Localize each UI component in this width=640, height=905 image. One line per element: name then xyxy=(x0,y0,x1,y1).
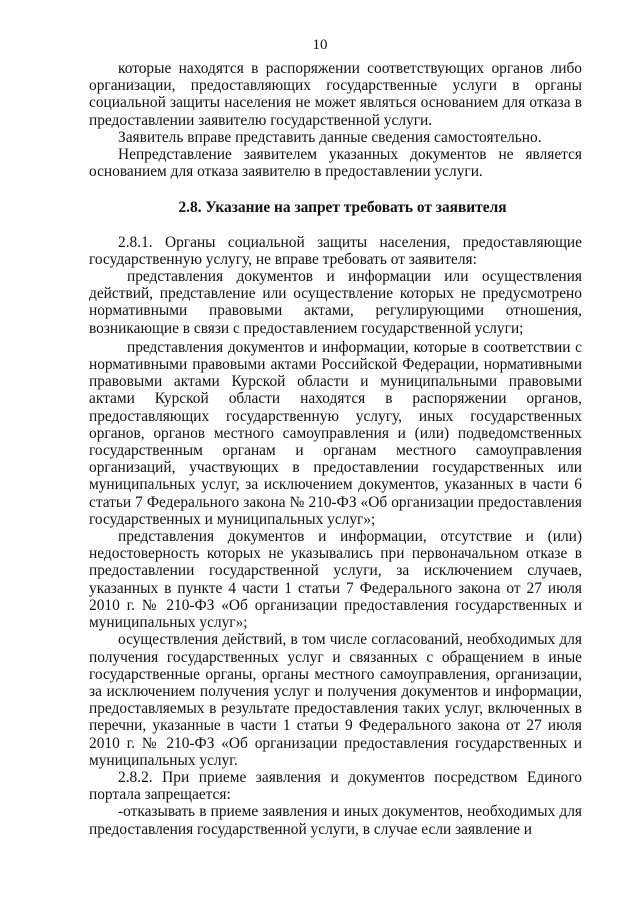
paragraph: представления документов и информации, которые в соответствии с нормативными правовыми актами Российской Федерации, нормативными правовыми актами Курской области и муниципальными правовыми актами Курской области находятся в распоряжении органов, предоставляющих государственную услугу, иных государственных органов, органов местного самоуправления и (или) подведомственных государственным органам и органам местного самоуправления организаций, участвующих в предоставлении государственных или муниципальных услуг, за исключением документов, указанных в части 6 статьи 7 Федерального закона № 210-ФЗ «Об организации предоставления государственных и муниципальных услуг»; xyxy=(89,338,582,528)
paragraph: представления документов и информации или осуществления действий, представление или осуществление которых не предусмотрено нормативными правовыми актами, регулирующими отношения, возникающие в связи с предоставлением государственной услуги; xyxy=(89,268,582,337)
paragraph: 2.8.2. При приеме заявления и документов посредством Единого портала запрещается: xyxy=(89,768,582,804)
page-number: 10 xyxy=(312,37,328,53)
document-body xyxy=(89,60,582,838)
paragraph: -отказывать в приеме заявления и иных документов, необходимых для предоставления государственной услуги, в случае если заявление и xyxy=(89,803,582,838)
paragraph: Непредставление заявителем указанных документов не является основанием для отказа заявителю в предоставлении услуги. xyxy=(89,146,582,181)
paragraph: представления документов и информации, отсутствие и (или) недостоверность которых не указывались при первоначальном отказе в предоставлении государственной услуги, за исключением случаев, указанных в пункте 4 части 1 статьи 7 Федерального закона от 27 июля 2010 г. № 210-ФЗ «Об организации предоставления государственных и муниципальных услуг»; xyxy=(89,528,582,632)
paragraph: которые находятся в распоряжении соответствующих органов либо организации, предоставляющих государственные услуги в органы социальной защиты населения не может являться основанием для отказа в предоставлении заявителю государственной услуги. xyxy=(89,60,582,129)
paragraph: осуществления действий, в том числе согласований, необходимых для получения государственных услуг и связанных с обращением в иные государственные органы, органы местного самоуправления, организации, за исключением получения услуг и получения документов и информации, предоставляемых в результате предоставления таких услуг, включенных в перечни, указанные в части 1 статьи 9 Федерального закона от 27 июля 2010 г. № 210-ФЗ «Об организации предоставления государственных и муниципальных услуг. xyxy=(89,631,582,769)
paragraph: 2.8.1. Органы социальной защиты населения, предоставляющие государственную услугу, не вправе требовать от заявителя: xyxy=(89,233,582,268)
paragraph: Заявитель вправе представить данные сведения самостоятельно. xyxy=(118,128,542,146)
section-heading: 2.8. Указание на запрет требовать от заявителя xyxy=(178,199,507,217)
